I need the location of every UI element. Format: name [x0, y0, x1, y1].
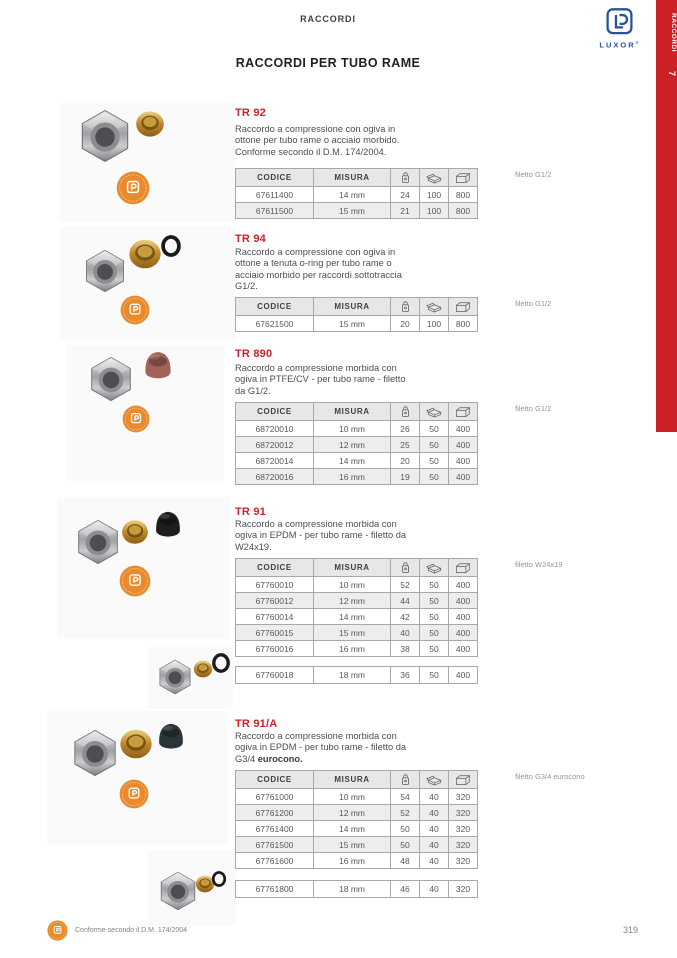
conf-cell: 50 — [420, 421, 449, 437]
hex-nut-shape — [79, 520, 118, 563]
epdm-cap-shape — [159, 724, 183, 749]
luxor-badge-icon — [121, 296, 150, 325]
codice-header: CODICE — [236, 298, 314, 316]
o-ring-shape — [213, 872, 225, 885]
hex-nut-shape — [75, 730, 115, 775]
peso-cell: 44 — [391, 593, 420, 609]
cart-cell: 320 — [449, 853, 478, 869]
hex-nut-shape — [92, 357, 131, 400]
peso-cell: 38 — [391, 641, 420, 657]
hex-nut-shape — [160, 660, 190, 694]
conf-cell: 50 — [420, 667, 449, 684]
brass-ring-shape — [196, 876, 214, 893]
thread-note: filetto W24x19 — [515, 560, 563, 569]
conformity-note: Conforme secondo il D.M. 174/2004 — [75, 927, 188, 934]
table-row — [236, 837, 478, 853]
table-row — [236, 881, 478, 898]
conf-cell: 40 — [420, 837, 449, 853]
misura-header: MISURA — [314, 559, 391, 577]
table-row — [236, 437, 478, 453]
misura-cell: 14 mm — [314, 187, 391, 203]
table-row — [236, 609, 478, 625]
o-ring-shape — [214, 655, 228, 671]
conf-cell: 100 — [420, 316, 449, 332]
section-tr-91a — [235, 718, 677, 903]
brass-ring-shape — [194, 661, 212, 678]
cart-cell: 400 — [449, 469, 478, 485]
cart-cell: 400 — [449, 453, 478, 469]
codice-cell: 68720016 — [236, 469, 314, 485]
carton-header — [449, 559, 478, 577]
product-photo-tr890 — [66, 345, 224, 481]
peso-cell: 36 — [391, 667, 420, 684]
product-photo-tr91a — [47, 711, 228, 844]
pack-header — [420, 298, 449, 316]
section-tr-91 — [235, 506, 677, 691]
page-title: RACCORDI PER TUBO RAME — [235, 56, 421, 70]
codice-header: CODICE — [236, 169, 314, 187]
peso-cell: 50 — [391, 821, 420, 837]
brass-ring-shape — [120, 730, 151, 759]
codice-cell: 67761400 — [236, 821, 314, 837]
cart-cell: 800 — [449, 203, 478, 219]
codice-cell: 67760014 — [236, 609, 314, 625]
codice-cell: 67760012 — [236, 593, 314, 609]
weight-header — [391, 403, 420, 421]
weight-grams-icon — [400, 171, 411, 184]
codice-cell: 68720010 — [236, 421, 314, 437]
hex-nut-shape — [161, 872, 195, 910]
brass-ring-shape — [129, 240, 160, 269]
chapter-tab-number: 7 — [667, 71, 677, 77]
section-title: TR 890 — [235, 348, 273, 360]
misura-cell: 16 mm — [314, 469, 391, 485]
table-row — [236, 805, 478, 821]
thread-note: filetto G1/2 — [515, 404, 552, 413]
table-row — [236, 469, 478, 485]
section-description: Raccordo a compressione con ogiva in ottone a tenuta o-ring per tubo rame o acciaio morbido per raccordi sottotraccia G1/2. — [235, 247, 402, 291]
misura-cell: 10 mm — [314, 577, 391, 593]
weight-grams-icon — [400, 405, 411, 418]
luxor-badge-icon — [120, 566, 151, 597]
product-photo-tr91a-18mm — [147, 851, 236, 925]
carton-header — [449, 771, 478, 789]
conf-cell: 40 — [420, 805, 449, 821]
codice-cell: 67621500 — [236, 316, 314, 332]
luxor-wordmark: LUXOR® — [599, 40, 639, 50]
peso-cell: 24 — [391, 187, 420, 203]
peso-cell: 48 — [391, 853, 420, 869]
cart-cell: 400 — [449, 593, 478, 609]
misura-header: MISURA — [314, 771, 391, 789]
misura-cell: 15 mm — [314, 203, 391, 219]
misura-cell: 10 mm — [314, 789, 391, 805]
luxor-badge-icon — [123, 406, 150, 433]
peso-cell: 21 — [391, 203, 420, 219]
product-table-extra — [235, 666, 478, 684]
conf-cell: 50 — [420, 641, 449, 657]
codice-cell: 67761000 — [236, 789, 314, 805]
table-row — [236, 853, 478, 869]
section-tr-92 — [235, 107, 677, 227]
conf-cell: 50 — [420, 625, 449, 641]
misura-cell: 16 mm — [314, 853, 391, 869]
carton-icon — [455, 562, 472, 574]
section-title: TR 92 — [235, 107, 266, 119]
carton-icon — [455, 301, 472, 313]
table-row — [236, 577, 478, 593]
carton-header — [449, 169, 478, 187]
codice-cell: 67611400 — [236, 187, 314, 203]
product-table — [235, 770, 478, 869]
registered-mark: ® — [635, 40, 639, 45]
luxor-badge-icon — [120, 780, 149, 809]
cart-cell: 320 — [449, 805, 478, 821]
cart-cell: 400 — [449, 437, 478, 453]
thread-note: filetto G3/4 eurocono — [515, 772, 585, 781]
carton-header — [449, 298, 478, 316]
product-table — [235, 168, 478, 219]
codice-cell: 67761500 — [236, 837, 314, 853]
section-description: Raccordo a compressione con ogiva in ottone per tubo rame o acciaio morbido. Conforme secondo il D.M. 174/2004. — [235, 124, 400, 157]
conf-cell: 40 — [420, 881, 449, 898]
misura-cell: 18 mm — [314, 667, 391, 684]
misura-cell: 15 mm — [314, 625, 391, 641]
conf-cell: 40 — [420, 821, 449, 837]
peso-cell: 54 — [391, 789, 420, 805]
conf-cell: 40 — [420, 853, 449, 869]
luxor-logo — [596, 8, 642, 50]
thread-note: filetto G1/2 — [515, 170, 552, 179]
codice-cell: 67760018 — [236, 667, 314, 684]
misura-cell: 15 mm — [314, 837, 391, 853]
carton-icon — [455, 406, 472, 418]
section-tr-890 — [235, 348, 677, 488]
thread-note: filetto G1/2 — [515, 299, 552, 308]
cart-cell: 400 — [449, 609, 478, 625]
peso-cell: 52 — [391, 805, 420, 821]
table-row — [236, 667, 478, 684]
weight-grams-icon — [400, 300, 411, 313]
conf-cell: 40 — [420, 789, 449, 805]
brass-ring-shape — [136, 111, 164, 136]
table-row — [236, 625, 478, 641]
conf-cell: 50 — [420, 593, 449, 609]
table-header-row — [236, 298, 478, 316]
product-photo-tr91-18mm — [147, 647, 233, 709]
carton-icon — [455, 172, 472, 184]
chapter-header: RACCORDI — [300, 14, 356, 24]
misura-header: MISURA — [314, 403, 391, 421]
misura-cell: 16 mm — [314, 641, 391, 657]
peso-cell: 19 — [391, 469, 420, 485]
cart-cell: 800 — [449, 187, 478, 203]
pack-header — [420, 403, 449, 421]
table-row — [236, 641, 478, 657]
section-description: Raccordo a compressione morbida con ogiva in PTFE/CV - per tubo rame - filetto da G1/2. — [235, 363, 406, 396]
conf-cell: 50 — [420, 469, 449, 485]
peso-cell: 20 — [391, 316, 420, 332]
product-photo-tr92 — [60, 103, 235, 222]
codice-header: CODICE — [236, 559, 314, 577]
misura-cell: 12 mm — [314, 805, 391, 821]
codice-cell: 68720014 — [236, 453, 314, 469]
inner-pack-icon — [426, 172, 443, 184]
table-row — [236, 316, 478, 332]
weight-header — [391, 169, 420, 187]
conformity-badge-icon — [47, 920, 68, 941]
peso-cell: 52 — [391, 577, 420, 593]
luxor-badge-icon — [117, 172, 150, 205]
inner-pack-icon — [426, 774, 443, 786]
epdm-cap-shape — [156, 512, 180, 537]
carton-header — [449, 403, 478, 421]
cart-cell: 400 — [449, 641, 478, 657]
hex-nut-shape — [87, 250, 124, 291]
product-table — [235, 297, 478, 332]
product-photo-tr91 — [57, 497, 230, 639]
table-row — [236, 421, 478, 437]
cart-cell: 800 — [449, 316, 478, 332]
pack-header — [420, 559, 449, 577]
section-description: Raccordo a compressione morbida con ogiva in EPDM - per tubo rame - filetto da G3/4 eurocono. — [235, 731, 407, 764]
codice-header: CODICE — [236, 771, 314, 789]
conf-cell: 50 — [420, 577, 449, 593]
conf-cell: 100 — [420, 187, 449, 203]
carton-icon — [455, 774, 472, 786]
peso-cell: 25 — [391, 437, 420, 453]
inner-pack-icon — [426, 301, 443, 313]
conf-cell: 100 — [420, 203, 449, 219]
peso-cell: 50 — [391, 837, 420, 853]
codice-cell: 67760015 — [236, 625, 314, 641]
misura-cell: 14 mm — [314, 821, 391, 837]
table-header-row — [236, 403, 478, 421]
table-row — [236, 821, 478, 837]
pack-header — [420, 771, 449, 789]
misura-cell: 15 mm — [314, 316, 391, 332]
chapter-tab-label: RACCORDI — [670, 13, 677, 53]
cart-cell: 320 — [449, 789, 478, 805]
section-title: TR 91 — [235, 506, 266, 518]
codice-cell: 68720012 — [236, 437, 314, 453]
codice-cell: 67760010 — [236, 577, 314, 593]
codice-header: CODICE — [236, 403, 314, 421]
inner-pack-icon — [426, 406, 443, 418]
cart-cell: 400 — [449, 577, 478, 593]
cart-cell: 320 — [449, 881, 478, 898]
misura-cell: 14 mm — [314, 609, 391, 625]
weight-header — [391, 559, 420, 577]
conf-cell: 50 — [420, 437, 449, 453]
product-table — [235, 558, 478, 657]
conf-cell: 50 — [420, 609, 449, 625]
inner-pack-icon — [426, 562, 443, 574]
peso-cell: 46 — [391, 881, 420, 898]
misura-cell: 14 mm — [314, 453, 391, 469]
weight-grams-icon — [400, 561, 411, 574]
brass-ring-shape — [122, 520, 148, 544]
description-bold: eurocono. — [257, 753, 303, 764]
codice-cell: 67761600 — [236, 853, 314, 869]
weight-grams-icon — [400, 773, 411, 786]
table-row — [236, 593, 478, 609]
misura-cell: 12 mm — [314, 593, 391, 609]
section-title: TR 94 — [235, 233, 266, 245]
misura-header: MISURA — [314, 169, 391, 187]
codice-cell: 67760016 — [236, 641, 314, 657]
page-number: 319 — [622, 925, 638, 935]
codice-cell: 67611500 — [236, 203, 314, 219]
ptfe-cap-shape — [145, 352, 170, 378]
section-title: TR 91/A — [235, 718, 278, 730]
section-tr-94 — [235, 233, 677, 333]
misura-header: MISURA — [314, 298, 391, 316]
weight-header — [391, 771, 420, 789]
conf-cell: 50 — [420, 453, 449, 469]
peso-cell: 20 — [391, 453, 420, 469]
product-table — [235, 402, 478, 485]
cart-cell: 400 — [449, 421, 478, 437]
section-description: Raccordo a compressione morbida con ogiva in EPDM - per tubo rame - filetto da W24x19. — [235, 519, 407, 552]
o-ring-shape — [163, 237, 179, 255]
table-row — [236, 789, 478, 805]
pack-header — [420, 169, 449, 187]
table-header-row — [236, 559, 478, 577]
cart-cell: 320 — [449, 821, 478, 837]
codice-cell: 67761200 — [236, 805, 314, 821]
peso-cell: 26 — [391, 421, 420, 437]
cart-cell: 400 — [449, 625, 478, 641]
cart-cell: 320 — [449, 837, 478, 853]
luxor-monogram-icon — [606, 8, 633, 38]
codice-cell: 67761800 — [236, 881, 314, 898]
table-row — [236, 203, 478, 219]
misura-cell: 12 mm — [314, 437, 391, 453]
hex-nut-shape — [82, 111, 127, 162]
product-photo-tr94 — [60, 227, 235, 339]
table-header-row — [236, 169, 478, 187]
misura-cell: 10 mm — [314, 421, 391, 437]
product-table-extra — [235, 880, 478, 898]
table-header-row — [236, 771, 478, 789]
peso-cell: 42 — [391, 609, 420, 625]
cart-cell: 400 — [449, 667, 478, 684]
table-row — [236, 187, 478, 203]
weight-header — [391, 298, 420, 316]
misura-cell: 18 mm — [314, 881, 391, 898]
table-row — [236, 453, 478, 469]
peso-cell: 40 — [391, 625, 420, 641]
